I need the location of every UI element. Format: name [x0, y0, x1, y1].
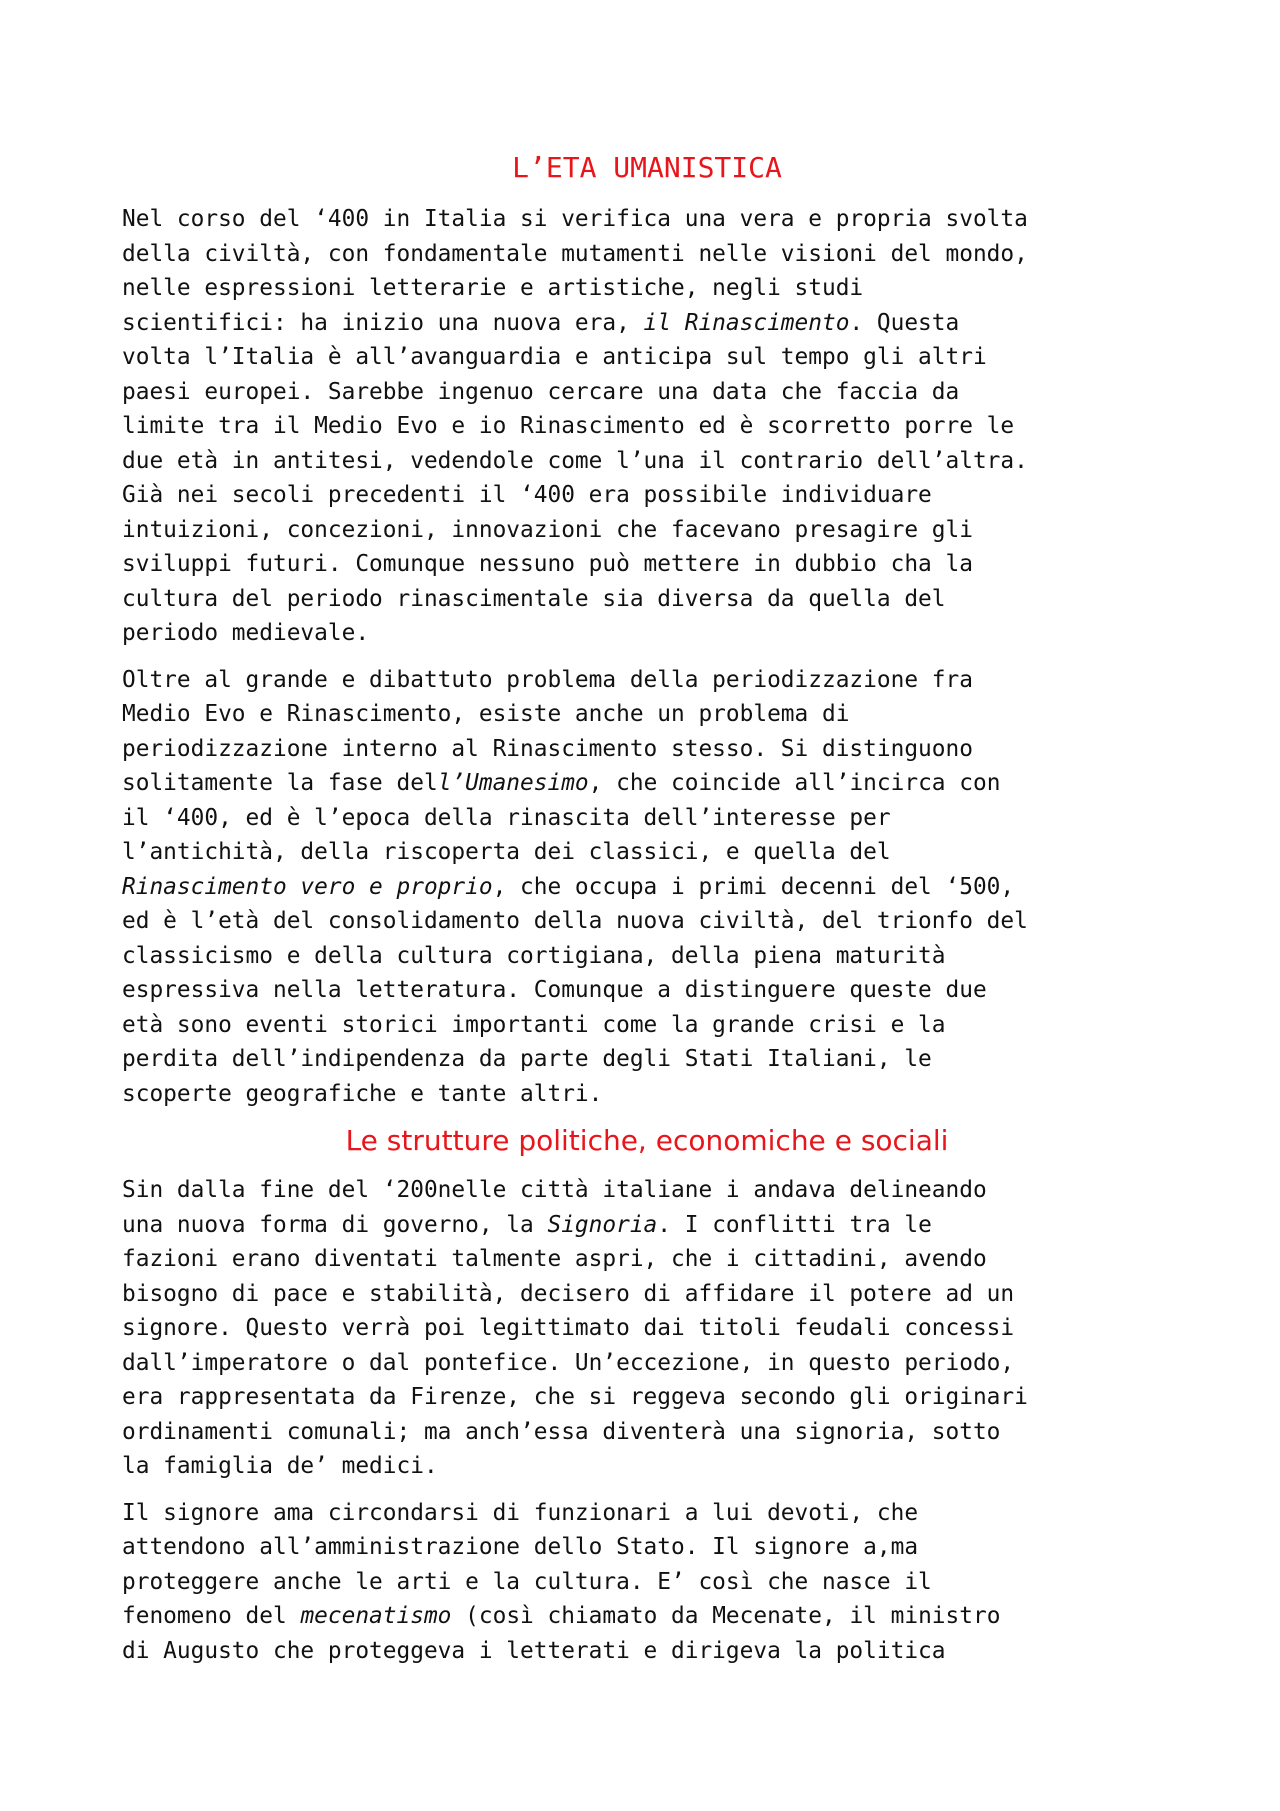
- text-line: [122, 340, 1172, 375]
- text-line: [122, 766, 1172, 801]
- text-line: [122, 375, 1172, 410]
- text-line: [122, 939, 1172, 974]
- section-heading: Le strutture politiche, economiche e sociali: [345, 1124, 949, 1157]
- text-line: [122, 904, 1172, 939]
- text-segment: fenomeno del: [122, 1603, 301, 1629]
- text-segment: Oltre al grande e dibattuto problema della periodizzazione fra: [122, 666, 973, 693]
- text-line: [122, 1380, 1172, 1415]
- text-segment: la famiglia de’ medici.: [122, 1453, 438, 1479]
- text-segment: periodo medievale.: [122, 620, 370, 646]
- text-line: [122, 732, 1172, 767]
- text-line: [122, 1173, 1172, 1208]
- paragraph: [122, 663, 1172, 1112]
- text-segment: paesi europei. Sarebbe ingenuo cercare una data che faccia da: [122, 378, 960, 405]
- text-segment: bisogno di pace e stabilità, decisero di affidare il potere ad un: [122, 1280, 1015, 1307]
- text-segment: età sono eventi storici importanti come la grande crisi e la: [122, 1011, 946, 1038]
- text-line: [122, 1415, 1172, 1450]
- italic-text: Signoria: [547, 1211, 658, 1238]
- text-line: [122, 801, 1172, 836]
- italic-text: Rinascimento vero e proprio: [122, 873, 493, 900]
- document-body: [122, 150, 1172, 1680]
- text-segment: intuizioni, concezioni, innovazioni che facevano presagire gli: [122, 516, 973, 543]
- text-line: [122, 409, 1172, 444]
- italic-text: il Rinascimento: [643, 309, 850, 336]
- text-segment: perdita dell’indipendenza da parte degli Stati Italiani, le: [122, 1046, 932, 1072]
- text-segment: due età in antitesi, vedendole come l’una il contrario dell’altra.: [122, 447, 1028, 474]
- text-line: [122, 1077, 1172, 1112]
- text-line: [122, 513, 1172, 548]
- text-segment: proteggere anche le arti e la cultura. E’ così che nasce il: [122, 1568, 932, 1595]
- text-line: [122, 616, 1172, 651]
- text-segment: espressiva nella letteratura. Comunque a distinguere queste due: [122, 977, 987, 1003]
- text-segment: una nuova forma di governo, la: [122, 1211, 548, 1238]
- italic-text: l’Umanesimo: [437, 770, 589, 796]
- text-segment: Nel corso del ‘400 in Italia si verifica una vera e propria svolta: [122, 206, 1028, 232]
- text-line: [122, 835, 1172, 870]
- text-line: [122, 271, 1172, 306]
- text-segment: . I conflitti tra le: [657, 1211, 932, 1238]
- text-line: [122, 1496, 1172, 1531]
- text-line: [122, 1530, 1172, 1565]
- text-segment: della civiltà, con fondamentale mutamenti nelle visioni del mondo,: [122, 240, 1028, 267]
- politics-section: [122, 1173, 1172, 1668]
- text-segment: l’antichità, della riscoperta dei classici, e quella del: [122, 839, 891, 865]
- text-segment: . Questa: [849, 309, 960, 336]
- text-segment: volta l’Italia è all’avanguardia e anticipa sul tempo gli altri: [122, 344, 987, 370]
- text-line: [122, 1042, 1172, 1077]
- text-line: [122, 1634, 1172, 1669]
- text-segment: ordinamenti comunali; ma anch’essa diventerà una signoria, sotto: [122, 1418, 1001, 1445]
- text-line: [122, 1008, 1172, 1043]
- text-line: [122, 582, 1172, 617]
- text-line: [122, 202, 1172, 237]
- text-line: [122, 663, 1172, 698]
- intro-section: [122, 202, 1172, 1111]
- text-segment: scientifici: ha inizio una nuova era,: [122, 309, 644, 336]
- text-segment: fazioni erano diventati talmente aspri, che i cittadini, avendo: [122, 1246, 987, 1272]
- text-segment: dall’imperatore o dal pontefice. Un’eccezione, in questo periodo,: [122, 1349, 1015, 1376]
- paragraph: [122, 1496, 1172, 1669]
- text-segment: , che coincide all’incirca con: [588, 770, 1001, 796]
- text-line: [122, 1599, 1172, 1634]
- text-line: [122, 870, 1172, 905]
- paragraph: [122, 1173, 1172, 1484]
- text-segment: di Augusto che proteggeva i letterati e dirigeva la politica: [122, 1637, 946, 1664]
- text-segment: classicismo e della cultura cortigiana, della piena maturità: [122, 942, 946, 969]
- text-segment: Sin dalla fine del ‘200nelle città italiane i andava delineando: [122, 1177, 987, 1203]
- text-line: [122, 1242, 1172, 1277]
- text-segment: cultura del periodo rinascimentale sia diversa da quella del: [122, 585, 946, 612]
- text-line: [122, 306, 1172, 341]
- page-title: L’ETA UMANISTICA: [512, 151, 782, 184]
- text-segment: ed è l’età del consolidamento della nuova civiltà, del trionfo del: [122, 908, 1028, 934]
- text-segment: Già nei secoli precedenti il ‘400 era possibile individuare: [122, 482, 932, 508]
- text-segment: Il signore ama circondarsi di funzionari a lui devoti, che: [122, 1499, 919, 1526]
- text-segment: (così chiamato da Mecenate, il ministro: [451, 1603, 1001, 1629]
- text-line: [122, 1208, 1172, 1243]
- text-segment: nelle espressioni letterarie e artistiche, negli studi: [122, 275, 864, 301]
- paragraph: [122, 202, 1172, 651]
- text-segment: il ‘400, ed è l’epoca della rinascita dell’interesse per: [122, 804, 891, 831]
- text-line: [122, 1346, 1172, 1381]
- text-segment: Medio Evo e Rinascimento, esiste anche un problema di: [122, 701, 850, 727]
- text-line: [122, 1311, 1172, 1346]
- text-segment: era rappresentata da Firenze, che si reggeva secondo gli originari: [122, 1384, 1028, 1410]
- text-line: [122, 697, 1172, 732]
- text-line: [122, 478, 1172, 513]
- text-line: [122, 444, 1172, 479]
- text-line: [122, 1565, 1172, 1600]
- text-segment: , che occupa i primi decenni del ‘500,: [492, 873, 1015, 900]
- text-line: [122, 1449, 1172, 1484]
- text-segment: attendono all’amministrazione dello Stato. Il signore a,ma: [122, 1534, 919, 1560]
- text-segment: signore. Questo verrà poi legittimato dai titoli feudali concessi: [122, 1315, 1015, 1341]
- text-segment: scoperte geografiche e tante altri.: [122, 1080, 603, 1107]
- text-segment: limite tra il Medio Evo e io Rinascimento ed è scorretto porre le: [122, 413, 1015, 439]
- text-segment: solitamente la fase del: [122, 770, 438, 796]
- text-segment: sviluppi futuri. Comunque nessuno può mettere in dubbio cha la: [122, 551, 973, 577]
- text-line: [122, 1277, 1172, 1312]
- italic-text: mecenatismo: [300, 1603, 452, 1629]
- text-segment: periodizzazione interno al Rinascimento stesso. Si distinguono: [122, 735, 973, 762]
- text-line: [122, 547, 1172, 582]
- text-line: [122, 237, 1172, 272]
- text-line: [122, 973, 1172, 1008]
